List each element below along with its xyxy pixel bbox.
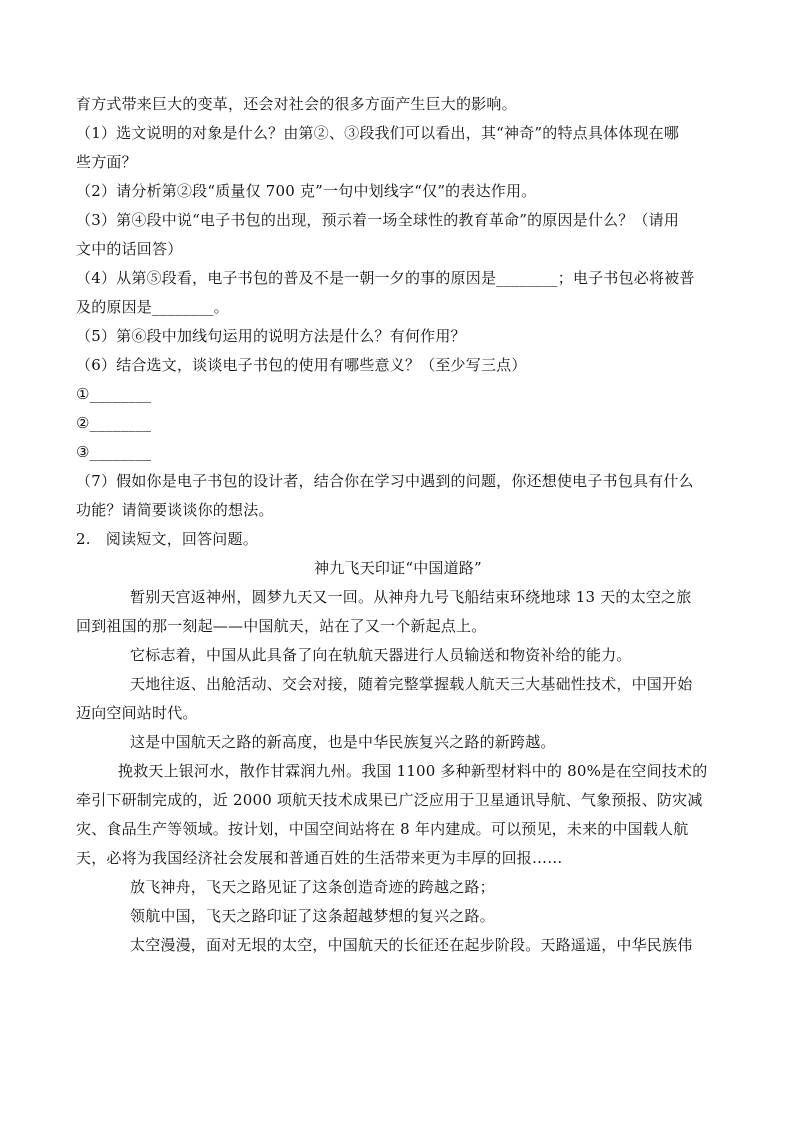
paragraph-line: 迈向空间站时代。: [76, 704, 198, 722]
answer-blank-2[interactable]: ②________: [76, 414, 152, 432]
text-line: 文中的话回答）: [76, 240, 183, 258]
question-4: （4）从第⑤段看，电子书包的普及不是一朝一夕的事的原因是________；电子书包必将被普: [76, 269, 695, 287]
document-page: [76, 92, 720, 962]
paragraph-line: 领航中国，飞天之路印证了这条超越梦想的复兴之路。: [130, 907, 495, 925]
paragraph-line: 灾、食品生产等领域。按计划，中国空间站将在 8 年内建成。可以预见，未来的中国载人航: [76, 820, 689, 838]
section-heading: 2. 阅读短文，回答问题。: [76, 530, 258, 548]
text-line: 功能？请简要谈谈你的想法。: [76, 501, 274, 519]
paragraph-line: 这是中国航天之路的新高度，也是中华民族复兴之路的新跨越。: [130, 733, 556, 751]
question-7: （7）假如你是电子书包的设计者，结合你在学习中遇到的问题，你还想使电子书包具有什么: [76, 472, 694, 490]
question-1: （1）选文说明的对象是什么？由第②、③段我们可以看出，其“神奇”的特点具体体现在哪: [76, 124, 680, 142]
article-title: 神九飞天印证“中国道路”: [314, 559, 482, 577]
question-3: （3）第④段中说“电子书包的出现，预示着一场全球性的教育革命”的原因是什么？（请用: [76, 211, 680, 229]
paragraph-line: 暂别天宫返神州，圆梦九天又一回。从神舟九号飞船结束环绕地球 13 天的太空之旅: [130, 588, 692, 606]
answer-blank-1[interactable]: ①________: [76, 385, 152, 403]
text-line: 及的原因是________。: [76, 298, 229, 316]
text-line: 些方面？: [76, 153, 137, 171]
paragraph-line: 挽救天上银河水，散作甘霖润九州。我国 1100 多种新型材料中的 80%是在空间技术的: [118, 762, 708, 780]
paragraph-line: 天地往返、出舱活动、交会对接，随着完整掌握载人航天三大基础性技术，中国开始: [130, 675, 693, 693]
paragraph-line: 放飞神舟，飞天之路见证了这条创造奇迹的跨越之路；: [130, 878, 495, 896]
answer-blank-3[interactable]: ③________: [76, 443, 152, 461]
question-5: （5）第⑥段中加线句运用的说明方法是什么？有何作用？: [76, 327, 466, 345]
paragraph-line: 太空漫漫，面对无垠的太空，中国航天的长征还在起步阶段。天路遥遥，中华民族伟: [130, 936, 693, 954]
text-line: 育方式带来巨大的变革，还会对社会的很多方面产生巨大的影响。: [76, 95, 517, 113]
paragraph-line: 回到祖国的那一刻起——中国航天，站在了又一个新起点上。: [76, 617, 487, 635]
paragraph-line: 它标志着，中国从此具备了向在轨航天器进行人员输送和物资补给的能力。: [130, 646, 632, 664]
question-6: （6）结合选文，谈谈电子书包的使用有哪些意义？（至少写三点）: [76, 356, 527, 374]
paragraph-line: 天，必将为我国经济社会发展和普通百姓的生活带来更为丰厚的回报……: [76, 849, 563, 867]
question-2: （2）请分析第②段“质量仅 700 克”一句中划线字“仅”的表达作用。: [76, 182, 537, 200]
paragraph-line: 牵引下研制完成的，近 2000 项航天技术成果已广泛应用于卫星通讯导航、气象预报、防灾减: [76, 791, 703, 809]
